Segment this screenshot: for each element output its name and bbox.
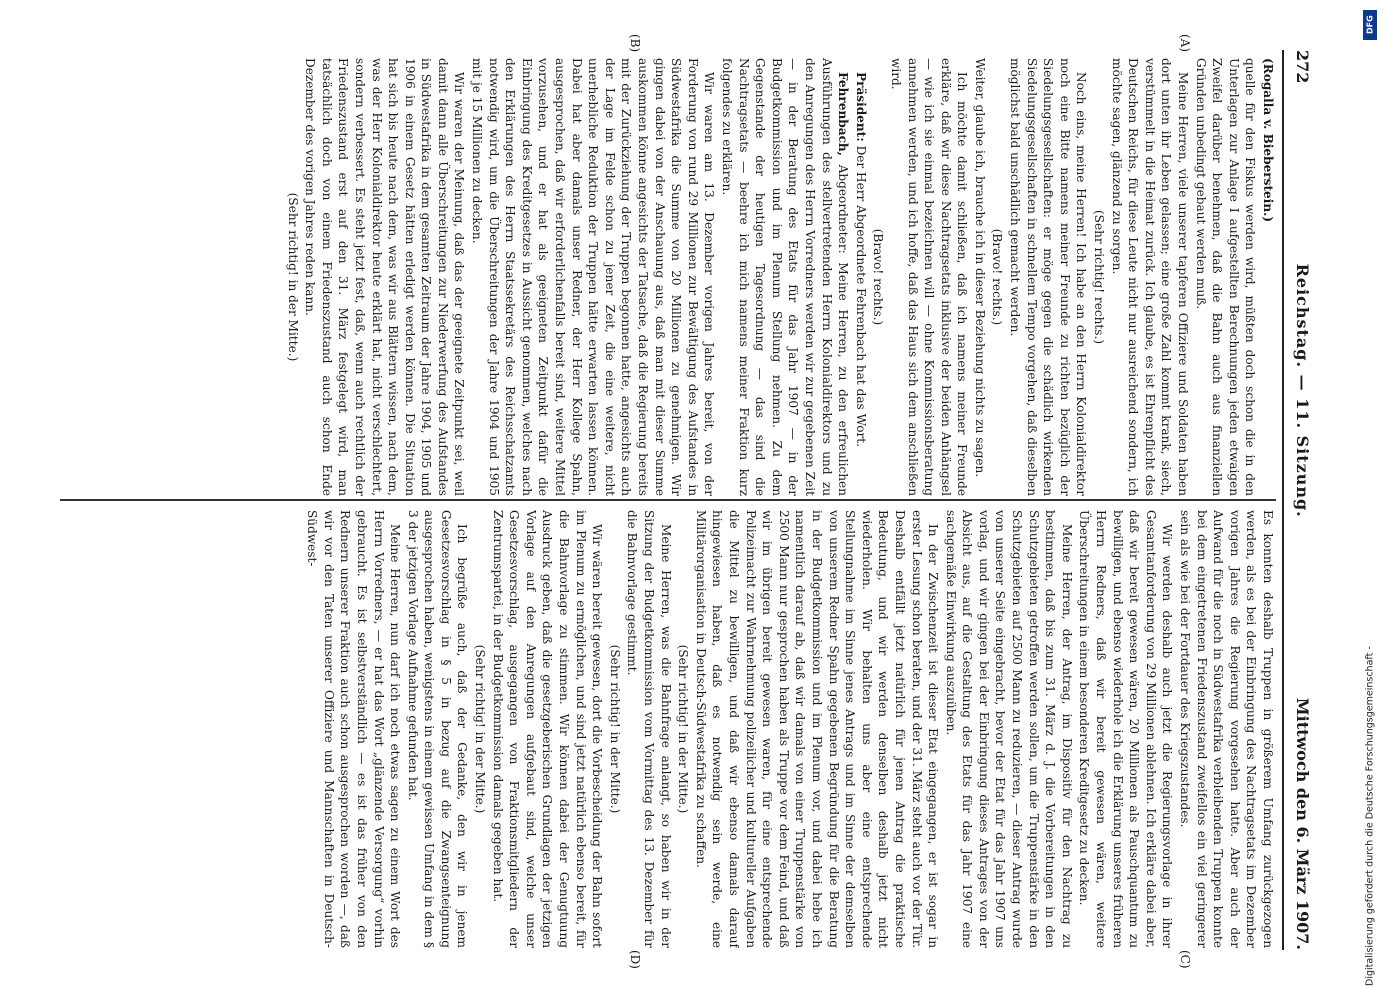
speaker-label: (Rogalla v. Bieberstein.) xyxy=(1260,58,1275,223)
document-page xyxy=(42,20,1342,980)
margin-marker-a: (A) xyxy=(1177,34,1192,53)
paragraph: Ich begrüße auch, daß der Gedanke, den wir in jenem Gesetzesvorschlag in § 5 in bezug auf die Zwangsenteignung ausgesprochen haben, wenigstens in einem gewissen Umfang in dem § 3 der jetzigen Vorlage Aufnahme gefunden hat. xyxy=(405,510,469,948)
paragraph: Meine Herren, der Antrag, im Dispositiv für den Nachtrag zu bestimmen, daß bis zum 31. März d. J. die Vorbereitungen in den Schutzgebieten getroffen werden sollen, um die Truppenstärke in den Schutzgebieten auf 2500 Mann zu reduzieren, — dieser Antrag wurde von unserer Seite eingebracht, bevor der Etat für das Jahr 1907 uns vorlag, und wir gingen bei der Einbringung dieses Antrages von der Absicht aus, auf die Gestaltung des Etats für das Jahr 1907 eine sachgemäße Einwirkung auszuüben. xyxy=(943,510,1074,948)
paragraph: Meine Herren, was die Bahnfrage anlangt, so haben wir in der Sitzung der Budgetkommission vom Vormittag des 13. Dezember für die Bahnvorlage gestimmt. xyxy=(624,510,673,948)
paragraph: quelle für den Fiskus werden wird, müßten doch schon die in den Unterlagen zur Anlage I aufgestellten Berechnungen jeden etwaigen Zweifel darüber benehmen, daß die Bahn auch aus finanziellen Gründen unbedingt gebaut werden muß. xyxy=(1193,58,1257,496)
right-column xyxy=(60,510,1276,948)
dfg-logo: DFG xyxy=(1363,10,1377,40)
session-date: Mittwoch den 6. März 1907. xyxy=(1293,697,1312,950)
fehrenbach-label: Fehrenbach, xyxy=(835,72,850,156)
page-number: 272 xyxy=(1293,50,1312,84)
running-title: Reichstag. — 11. Sitzung. xyxy=(1293,263,1312,518)
paragraph: Noch eins, meine Herren! Ich habe an den Herrn Kolonialdirektor noch eine Bitte namens meiner Freunde zu richten bezüglich der Siedelungsgesellschaften: er möge gegen die schädlich wirkenden Siedelungsgesellschaften in schnellem Tempo vorgehen, daß dieselben möglichst bald unschädlich gemacht werden. xyxy=(1007,58,1088,496)
president-label: Präsident: xyxy=(853,72,868,142)
interjection: (Bravo! rechts.) xyxy=(990,228,1004,326)
margin-marker-d: (D) xyxy=(627,950,642,969)
interjection: (Bravo! rechts.) xyxy=(870,228,885,326)
interjection: (Sehr richtig! rechts.) xyxy=(1091,209,1106,345)
digitization-credit: Digitalisierung gefördert durch die Deutsche Forschungsgemeinschaft - xyxy=(1364,646,1376,986)
header-rule xyxy=(1282,50,1284,950)
paragraph: Wir wären bereit gewesen, dort die Vorbescheidung der Bahn sofort im Plenum zu ermöglichen, und sind jetzt natürlich ebenso bereit, für die Bahnvorlage zu stimmen. Wir können dabei der Genugtuung Ausdruck geben, daß die gesetzgeberischen Grundlagen der jetzigen Vorlage auf den Anregungen aufgebaut sind, welche unser Gesetzesvorschlag, ausgegangen von Fraktionsmitgliedern der Zentrumspartei, in der Budgetkommission damals gegeben hat. xyxy=(490,510,604,948)
interjection: (Sehr richtig! in der Mitte.) xyxy=(285,192,300,362)
paragraph: Wir waren am 13. Dezember vorigen Jahres bereit, von der Forderung von rund 29 Millionen zur Bewältigung des Aufstandes in Südwestafrika die Summe von 20 Millionen zu genehmigen. Wir gingen dabei von der Anschauung aus, daß man mit dieser Summe auskommen könne angesichts der Tatsache, daß die Regierung bereits mit der Zurückziehung der Truppen begonnen hatte, angesichts auch der Lage im Felde schon zu jener Zeit, die eine weitere, nicht unerhebliche Reduktion der Truppen hätte erwarten lassen können. Dabei hat aber damals unser Redner, der Herr Kollege Spahn, ausgesprochen, daß wir erforderlichenfalls bereit sind, weitere Mittel vorzusehen, und er hat als geeigneten Zeitpunkt dafür die Einbringung des Kreditgesetzes in Aussicht genommen, welches nach den Erklärungen des Herrn Staatssekretärs des Reichsschatzamts notwendig wird, um die Überschreitungen der Jahre 1904 und 1905 mit je 15 Millionen zu decken. xyxy=(469,58,716,496)
page-header xyxy=(1286,50,1320,950)
paragraph: Meine Herren, viele unserer tapferen Offiziere und Soldaten haben dort unten ihr Leben gelassen; eine große Zahl kommt krank, siech, verstümmelt in die Heimat zurück. Ich glaube, es ist Ehrenpflicht des Deutschen Reichs, für diese Leute nicht nur ausreichend sondern, ich möchte sagen, glänzend zu sorgen. xyxy=(1109,58,1190,496)
paragraph: Es konnten deshalb Truppen in größerem Umfang zurückgezogen werden, als es bei der Einbringung des Nachtragsetats im Dezember vorigen Jahres die Regierung vorgesehen hatte. Aber auch der Aufwand für die noch in Südwestafrika verbleibenden Truppen konnte bei dem eingetretenen Friedenszustand zweifellos ein viel geringerer sein als wie bei der Fortdauer des Kriegszustandes. xyxy=(1177,510,1275,948)
paragraph: Wir werden deshalb auch jetzt die Regierungsvorlage in ihrer Gesamtanforderung von 29 Millionen ablehnen. Ich erkläre dabei aber, daß wir bereit gewesen wären, 20 Millionen als Pauschquantum zu bewilligen, und ebenso wiederhole ich die Erklärung unseres früheren Herrn Redners, daß wir bereit gewesen wären, weitere Überschreitungen in einem besonderen Kreditgesetz zu decken. xyxy=(1076,510,1174,948)
president-statement: Präsident: Der Herr Abgeordnete Fehrenbach hat das Wort. xyxy=(853,72,868,447)
paragraph: In der Zwischenzeit ist dieser Etat eingegangen, er ist sogar in erster Lesung schon beraten, und der 31. März steht auch vor der Tür. Deshalb entfällt jetzt natürlich für jenen Antrag die praktische Bedeutung, und wir werden denselben deshalb jetzt nicht wiederholen. Wir behalten uns aber eine entsprechende Stellungnahme im Sinne jenes Antrags und im Sinne der demselben von unserem Redner Spahn gegebenen Begründung für die Beratung in der Budgetkommission und im Plenum vor, und dabei hebe ich namentlich darauf ab, daß wir damals von einer Truppenstärke von 2500 Mann nur gesprochen haben als Truppe vor dem Feind, und daß wir im übrigen bereit gewesen waren, für eine entsprechende Polizeimacht zur Wahrnehmung polizeilicher und kultureller Aufgaben die Mittel zu bewilligen, und daß wir ebenso damals darauf hingewiesen haben, daß es notwendig sein werde, eine Militärorganisation in Deutsch-Südwestafrika zu schaffen. xyxy=(693,510,940,948)
margin-marker-c: (C) xyxy=(1177,950,1192,969)
left-column xyxy=(60,58,1276,496)
paragraph: Weiter, glaube ich, brauche ich in dieser Beziehung nichts zu sagen. xyxy=(972,58,987,478)
column-divider xyxy=(60,499,1276,501)
paragraph: Wir waren der Meinung, daß das der geeignete Zeitpunkt sei, weil damit dann alle Überschreitungen zur Niederwerfung des Aufstandes in Südwestafrika in dem gesamten Zeitraum der Jahre 1904, 1905 und 1906 in einem Gesetz hätten erledigt werden können. Die Situation hat sich bis heute nach dem, was wir aus Blättern wissen, nach dem, was der Herr Kolonialdirektor heute erklärt hat, nicht verschlechtert, sondern verbessert. Es steht jetzt fest, daß, wenn auch rechtlich der Friedenszustand erst auf den 31. März festgelegt wird, man tatsächlich doch von einem Friedenszustand auch schon Ende Dezember des vorigen Jahres reden kann. xyxy=(302,58,466,496)
interjection: (Sehr richtig! in der Mitte.) xyxy=(607,644,622,814)
paragraph: Meine Herren, nun darf ich noch etwas sagen zu einem Wort des Herrn Vorredners, — er hat das Wort „glänzende Versorgung“ vorhin gebraucht. Es ist selbstverständlich — es ist das früher von den Rednern unserer Fraktion auch schon ausgesprochen worden —, daß wir vor den Taten unserer Offiziere und Mannschaften in Deutsch-Südwest- xyxy=(304,510,402,948)
interjection: (Sehr richtig! in der Mitte.) xyxy=(675,644,690,814)
paragraph: Ich möchte damit schließen, daß ich namens meiner Freunde erkläre, daß wir diese Nachtragsetats inklusive der beiden Anhängsel — wie ich sie einmal bezeichnen will — ohne Kommissionsberatung annehmen werden, und ich hoffe, daß das Haus sich dem anschließen wird. xyxy=(888,58,969,496)
speaker-statement: Fehrenbach, Abgeordneter: Meine Herren, zu den erfreulichen Ausführungen des stellvertretenden Herrn Kolonialdirektors und zu den Anregungen des Herrn Vorredners werden wir zur gegebenen Zeit — in der Beratung des Etats für das Jahr 1907 — in der Budgetkommission und im Plenum Stellung nehmen. Zu dem Gegenstande der heutigen Tagesordnung — das sind die Nachtragsetats — beehre ich mich namens meiner Fraktion kurz folgendes zu erklären. xyxy=(719,58,850,496)
margin-marker-b: (B) xyxy=(627,34,642,53)
interjection: (Sehr richtig! in der Mitte.) xyxy=(472,644,487,814)
